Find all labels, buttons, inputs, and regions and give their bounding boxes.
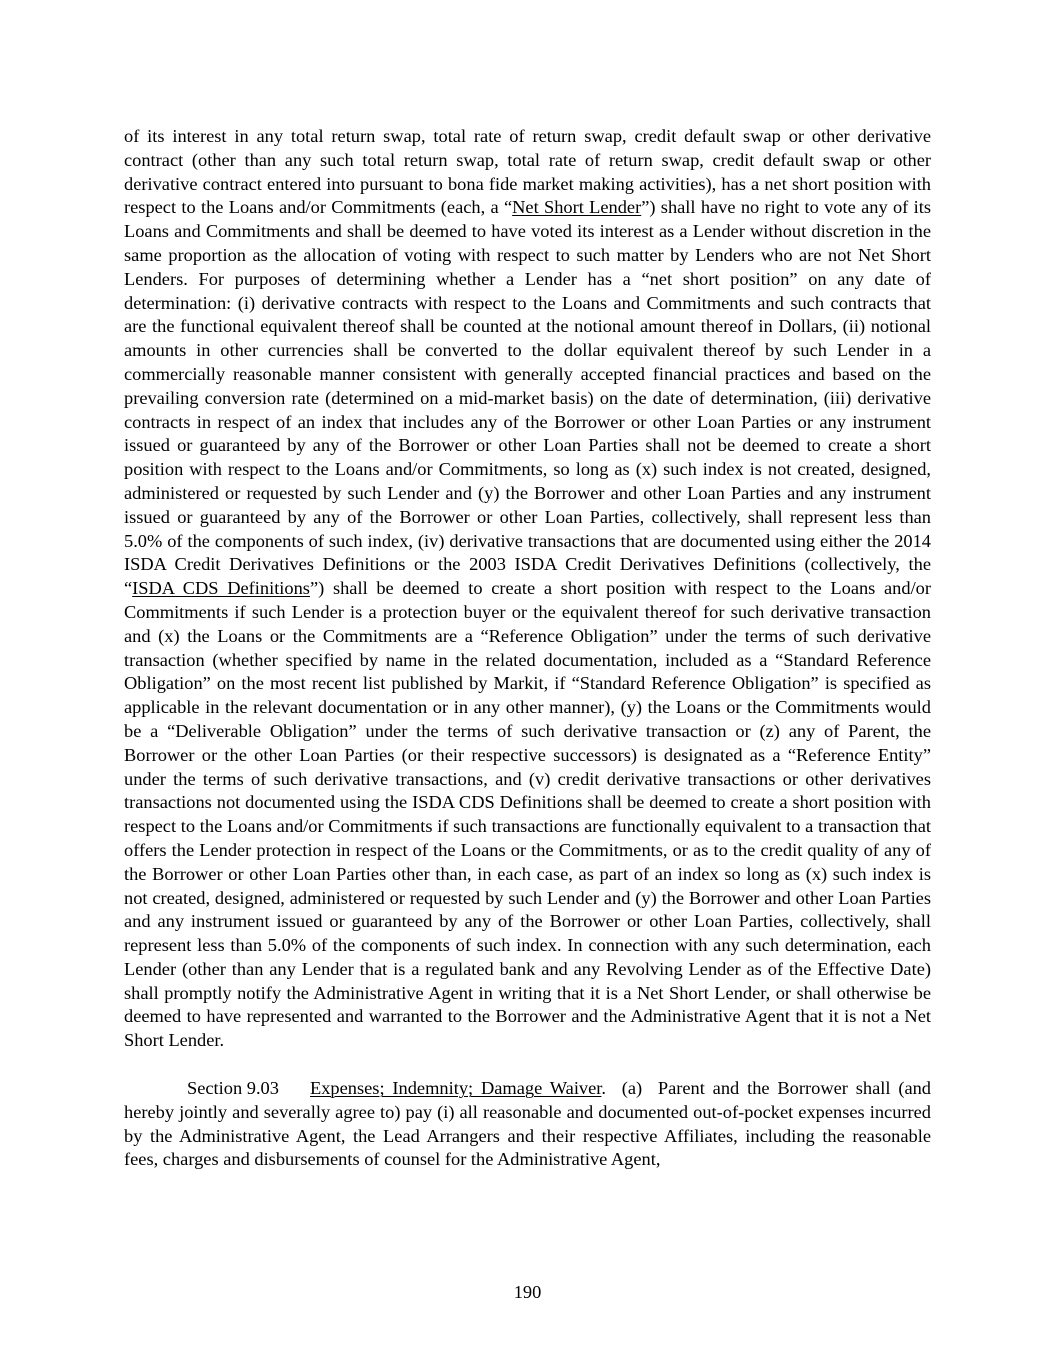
- text-run: ”) shall be deemed to create a short position with respect to the Loans and/or Commitments if such Lender is a protection buyer or the equivalent thereof for such derivative transaction and (x) the Loans or the Commitments are a “Reference Obligation” under the terms of such derivative transaction (whether specified by name in the related documentation, included as a “Standard Reference Obligation” on the most recent list published by Markit, if “Standard Reference Obligation” is specified as applicable in the relevant documentation or in any other manner), (y) the Loans or the Commitments would be a “Deliverable Obligation” under the terms of such derivative transaction or (z) any of Parent, the Borrower or the other Loan Parties (or their respective successors) is designated as a “Reference Entity” under the terms of such derivative transactions, and (v) credit derivative transactions or other derivatives transactions not documented using the ISDA CDS Definitions shall be deemed to create a short position with respect to the Loans and/or Commitments if such transactions are functionally equivalent to a transaction that offers the Lender protection in respect of the Loans or the Commitments, or as to the credit quality of any of the Borrower or other Loan Parties other than, in each case, as part of an index so long as (x) such index is not created, designed, administered or requested by such Lender and (y) the Borrower and other Loan Parties and any instrument issued or guaranteed by any of the Borrower or other Loan Parties, collectively, shall represent less than 5.0% of the components of such index. In connection with any such determination, each Lender (other than any Lender that is a regulated bank and any Revolving Lender as of the Effective Date) shall promptly notify the Administrative Agent in writing that it is a Net Short Lender, or shall otherwise be deemed to have represented and warranted to the Borrower and the Administrative Agent that it is not a Net Short Lender.: [124, 578, 931, 1051]
- text-run: ”) shall have no right to vote any of its Loans and Commitments and shall be deemed to have voted its interest as a Lender without discretion in the same proportion as the allocation of voting with respect to such matter by Lenders who are not Net Short Lenders. For purposes of determining whether a Lender has a “net short position” on any date of determination: (i) derivative contracts with respect to the Loans and Commitments and such contracts that are the functional equivalent thereof shall be counted at the notional amount thereof in Dollars, (ii) notional amounts in other currencies shall be converted to the dollar equivalent thereof by such Lender in a commercially reasonable manner consistent with generally accepted financial practices and based on the prevailing conversion rate (determined on a mid-market basis) on the date of determination, (iii) derivative contracts in respect of an index that includes any of the Borrower or other Loan Parties or any instrument issued or guaranteed by any of the Borrower or other Loan Parties shall not be deemed to create a short position with respect to the Loans and/or Commitments, so long as (x) such index is not created, designed, administered or requested by such Lender and (y) the Borrower and other Loan Parties and any instrument issued or guaranteed by any of the Borrower or other Loan Parties, collectively, shall represent less than 5.0% of the components of such index, (iv) derivative transactions that are documented using either the 2014 ISDA Credit Derivatives Definitions or the 2003 ISDA Credit Derivatives Definitions (collectively, the “: [124, 197, 931, 599]
- defined-term-net-short-lender: Net Short Lender: [512, 197, 642, 218]
- document-page: [124, 125, 936, 1172]
- paragraph-section-9-03: [124, 1077, 936, 1172]
- page-number: 190: [513, 1282, 542, 1302]
- section-number: Section 9.03: [187, 1078, 279, 1099]
- text-run: of its interest in any total return swap, total rate of return swap, credit default swap or other derivative contract (other than any such total return swap, total rate of return swap, credit default swap or other derivative contract entered into pursuant to bona fide market making activities), has a net short position with respect to the Loans and/or Commitments (each, a “: [124, 126, 931, 218]
- section-heading: Expenses; Indemnity; Damage Waiver: [310, 1078, 602, 1099]
- paragraph-net-short-lender: [124, 125, 931, 1053]
- defined-term-isda-cds-definitions: ISDA CDS Definitions: [132, 578, 310, 599]
- section-text: (a) Parent and the Borrower shall (and hereby jointly and severally agree to) pay (i) all reasonable and documented out-of-pocket expenses incurred by the Administrative Agent, the Lead Arrangers and their respective Affiliates, including the reasonable fees, charges and disbursements of counsel for the Administrative Agent,: [124, 1078, 936, 1170]
- section-heading-period: .: [601, 1078, 607, 1099]
